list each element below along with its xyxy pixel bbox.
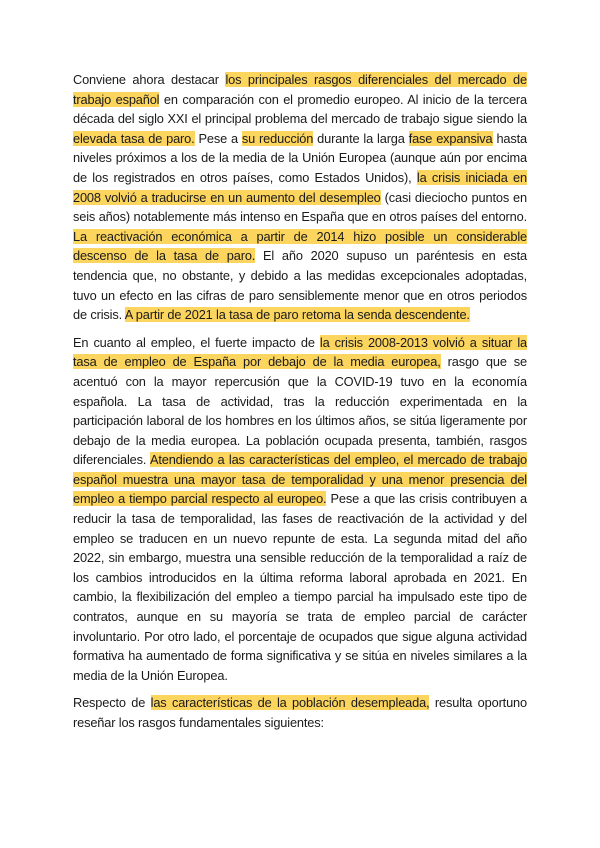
body-text: Respecto de <box>73 695 151 711</box>
highlighted-text: elevada tasa de paro. <box>73 130 195 146</box>
highlighted-text: Atendiendo a las características del empleo, el mercado de trabajo español muestra una mayor tasa de temporalidad y una menor presencia del empleo a tiempo parcial respecto al europeo. <box>73 452 527 507</box>
highlighted-text: La reactivación económica a partir de 2014 hizo posible un considerable descenso de la tasa de paro. <box>73 228 527 264</box>
highlighted-text: A partir de 2021 la tasa de paro retoma la senda descendente. <box>124 307 470 323</box>
body-text: Pese a <box>194 130 242 146</box>
body-text: rasgo que se acentuó con la mayor repercusión que la COVID-19 tuvo en la economía española. La tasa de actividad, tras la reducción experimentada en la participación laboral de los hombres en los últimos años, se sitúa ligeramente por debajo de la media europea. La población ocupada presenta, también, rasgos diferenciales. <box>73 354 527 468</box>
paragraph-2 <box>73 333 527 686</box>
highlighted-text: los principales rasgos diferenciales del mercado de trabajo español <box>73 72 527 107</box>
body-text: Conviene ahora destacar <box>73 72 226 87</box>
highlighted-text: las características de la población desempleada, <box>150 695 430 711</box>
paragraph-1 <box>73 70 527 325</box>
highlighted-text: fase expansiva <box>408 130 493 146</box>
paragraph-3 <box>73 693 527 732</box>
document-body <box>73 70 527 741</box>
body-text: en comparación con el promedio europeo. Al inicio de la tercera década del siglo XXI el principal problema del mercado de trabajo sigue siendo la <box>73 91 528 127</box>
body-text: durante la larga <box>313 130 409 146</box>
highlighted-text: la crisis 2008-2013 volvió a situar la tasa de empleo de España por debajo de la media europea, <box>73 334 527 370</box>
body-text: Pese a que las crisis contribuyen a reducir la tasa de temporalidad, las fases de reactivación de la actividad y del empleo se traducen en un nuevo repunte de esta. La segunda mitad del año 2022, sin embargo, muestra una sensible reducción de la temporalidad a raíz de los cambios introducidos en la última reforma laboral aprobada en 2021. En cambio, la flexibilización del empleo a tiempo parcial ha impulsado este tipo de contratos, aunque en su mayoría se trata de empleo parcial de carácter involuntario. Por otro lado, el porcentaje de ocupados que sigue alguna actividad formativa ha aumentado de forma significativa y se sitúa en niveles similares a la media de la Unión Europea. <box>73 491 527 683</box>
body-text: hasta niveles próximos a los de la media de la Unión Europea (aunque aún por encima de los registrados en otros países, como Estados Unidos), <box>73 130 527 185</box>
highlighted-text: su reducción <box>241 130 314 146</box>
body-text: resulta oportuno reseñar los rasgos fundamentales siguientes: <box>73 695 527 730</box>
body-text: (casi dieciocho puntos en seis años) notablemente más intenso en España que en otros países del entorno. <box>73 189 527 225</box>
body-text: En cuanto al empleo, el fuerte impacto de <box>73 334 320 350</box>
highlighted-text: la crisis iniciada en 2008 volvió a traducirse en un aumento del desempleo <box>73 169 527 205</box>
body-text: El año 2020 supuso un paréntesis en esta tendencia que, no obstante, y debido a las medidas excepcionales adoptadas, tuvo un efecto en las cifras de paro sensiblemente menor que en otros periodos de crisis. <box>73 248 527 323</box>
